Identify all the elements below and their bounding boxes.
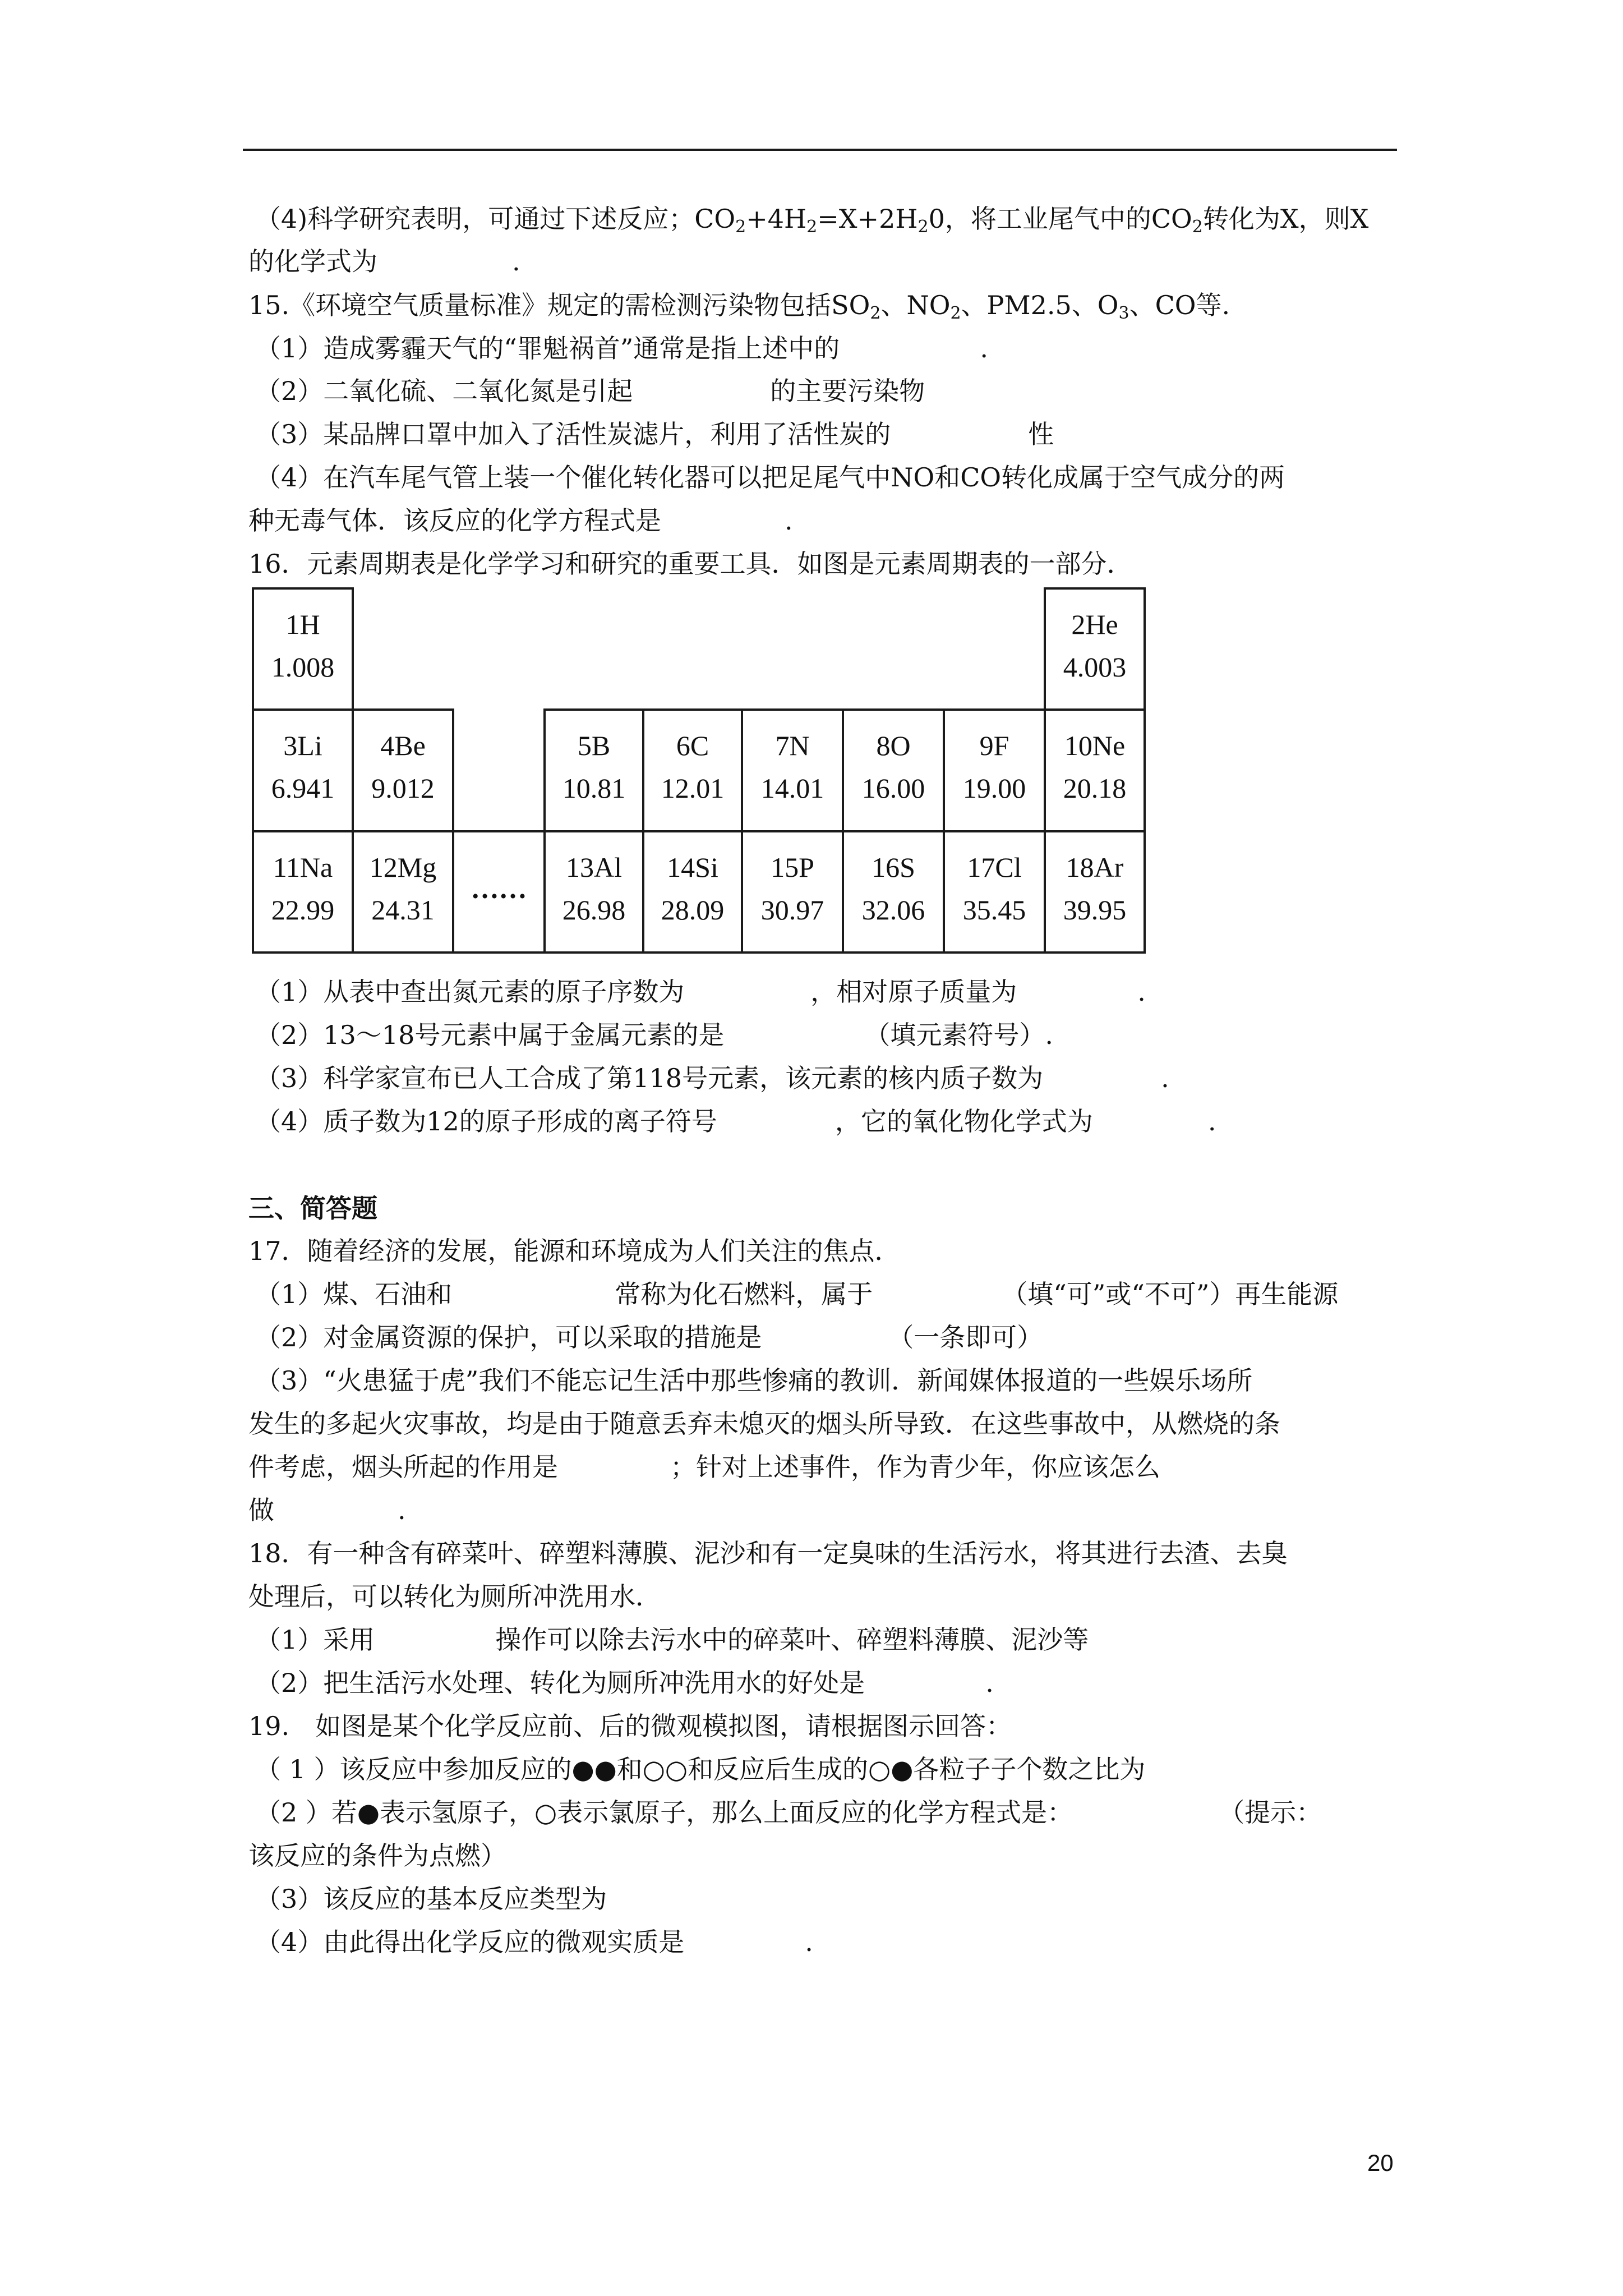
q15-stem: 15.《环境空气质量标准》规定的需检测污染物包括$SO_2$、$NO_2$、PM2.5、$O_3$、CO等. xyxy=(248,290,1230,323)
q17-part3-line4: 做 . xyxy=(248,1495,406,1525)
element-cell-si: 14Si 28.09 xyxy=(642,830,743,954)
q19-part4: （4）由此得出化学反应的微观实质是 . xyxy=(255,1927,813,1957)
q19-stem: 19. 如图是某个化学反应前、后的微观模拟图，请根据图示回答： xyxy=(248,1711,1012,1741)
ellipsis-cell: …… xyxy=(452,830,546,954)
q15-part4-line1: （4）在汽车尾气管上装一个催化转化器可以把足尾气中NO和CO转化成属于空气成分的两 xyxy=(255,462,1285,493)
page-number: 20 xyxy=(1367,2150,1394,2176)
element-cell-p: 15P 30.97 xyxy=(741,830,844,954)
element-cell-f: 9F 19.00 xyxy=(943,708,1046,832)
element-cell-na: 11Na 22.99 xyxy=(252,830,354,954)
q16-part3: （3）科学家宣布已人工合成了第118号元素，该元素的核内质子数为 . xyxy=(255,1063,1169,1093)
q17-part1: （1）煤、石油和 常称为化石燃料，属于 （填“可”或“不可”）再生能源 xyxy=(255,1279,1339,1309)
q17-part3-line1: （3）“火患猛于虎”我们不能忘记生活中那些惨痛的教训．新闻媒体报道的一些娱乐场所 xyxy=(255,1365,1253,1396)
q17-stem: 17．随着经济的发展，能源和环境成为人们关注的焦点． xyxy=(248,1236,901,1266)
q14-part4-line2: 的化学式为 . xyxy=(248,246,520,277)
element-cell-al: 13Al 26.98 xyxy=(543,830,644,954)
element-cell-c: 6C 12.01 xyxy=(642,708,743,832)
q19-part1: （ 1 ）该反应中参加反应的●●和○○和反应后生成的○●各粒子子个数之比为 xyxy=(255,1754,1146,1784)
q15-part4-line2: 种无毒气体．该反应的化学方程式是 . xyxy=(248,505,793,536)
element-cell-mg: 12Mg 24.31 xyxy=(352,830,454,954)
q18-stem-line2: 处理后，可以转化为厕所冲洗用水． xyxy=(248,1581,661,1612)
q17-part3-line3: 件考虑，烟头所起的作用是 ；针对上述事件，作为青少年，你应该怎么 xyxy=(248,1452,1160,1482)
q16-part2: （2）13～18号元素中属于金属元素的是 （填元素符号）. xyxy=(255,1020,1053,1050)
q15-part3: （3）某品牌口罩中加入了活性炭滤片，利用了活性炭的 性 xyxy=(255,419,1054,449)
q15-part1: （1）造成雾霾天气的“罪魁祸首”通常是指上述中的 . xyxy=(255,333,988,364)
element-cell-b: 5B 10.81 xyxy=(543,708,644,832)
element-cell-ne: 10Ne 20.18 xyxy=(1044,708,1146,832)
q16-part4: （4）质子数为12的原子形成的离子符号 ，它的氧化物化学式为 . xyxy=(255,1106,1216,1137)
q18-part1: （1）采用 操作可以除去污水中的碎菜叶、碎塑料薄膜、泥沙等 xyxy=(255,1625,1089,1655)
q17-part2: （2）对金属资源的保护，可以采取的措施是 （一条即可） xyxy=(255,1322,1043,1352)
element-cell-be: 4Be 9.012 xyxy=(352,708,454,832)
element-cell-o: 8O 16.00 xyxy=(842,708,945,832)
element-cell-cl: 17Cl 35.45 xyxy=(943,830,1046,954)
element-cell-s: 16S 32.06 xyxy=(842,830,945,954)
element-cell-li: 3Li 6.941 xyxy=(252,708,354,832)
q18-stem-line1: 18．有一种含有碎菜叶、碎塑料薄膜、泥沙和有一定臭味的生活污水，将其进行去渣、去臭 xyxy=(248,1538,1288,1568)
periodic-table xyxy=(252,587,1146,954)
q19-part2-line2: 该反应的条件为点燃） xyxy=(248,1841,506,1871)
section-heading: 三、简答题 xyxy=(248,1193,377,1223)
q15-part2: （2）二氧化硫、二氧化氮是引起 的主要污染物 xyxy=(255,376,925,406)
element-cell-h: 1H 1.008 xyxy=(252,587,354,711)
q14-part4-line1: （4)科学研究表明，可通过下述反应；$CO_2+4H_2=X+2H_20$，将工业尾气中的$CO_2$转化为X，则X xyxy=(255,204,1369,237)
element-cell-he: 2He 4.003 xyxy=(1044,587,1146,711)
element-cell-ar: 18Ar 39.95 xyxy=(1044,830,1146,954)
element-cell-n: 7N 14.01 xyxy=(741,708,844,832)
q19-part2-line1: （2 ）若●表示氢原子，○表示氯原子，那么上面反应的化学方程式是： （提示： xyxy=(255,1797,1322,1828)
q18-part2: （2）把生活污水处理、转化为厕所冲洗用水的好处是 . xyxy=(255,1668,994,1698)
q17-part3-line2: 发生的多起火灾事故，均是由于随意丢弃未熄灭的烟头所导致．在这些事故中，从燃烧的条 xyxy=(248,1409,1280,1439)
q16-part1: （1）从表中查出氮元素的原子序数为 ，相对原子质量为 . xyxy=(255,977,1146,1007)
q16-stem: 16．元素周期表是化学学习和研究的重要工具．如图是元素周期表的一部分． xyxy=(248,549,1133,579)
header-rule xyxy=(243,149,1397,151)
q19-part3: （3）该反应的基本反应类型为 xyxy=(255,1884,607,1914)
